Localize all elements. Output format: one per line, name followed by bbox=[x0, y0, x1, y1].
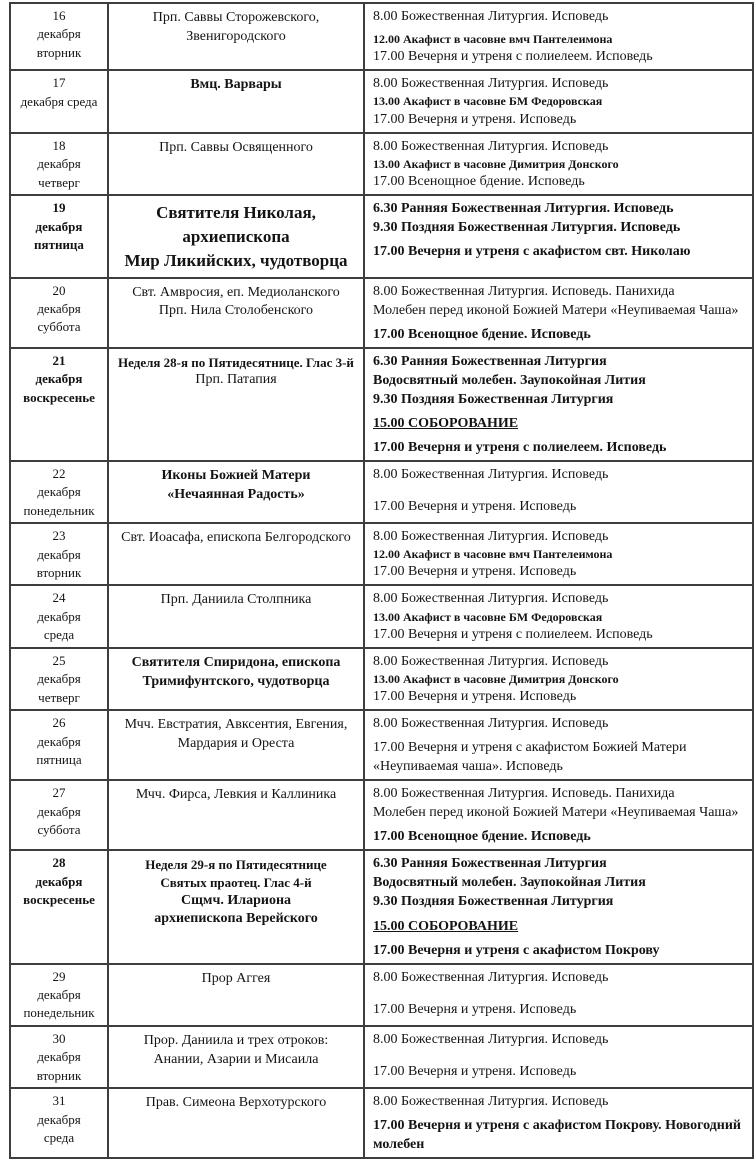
service-line: 17.00 Вечерня и утреня с акафистом Покрову. Новогодний молебен bbox=[373, 1118, 741, 1153]
service-line: 17.00 Вечерня и утреня. Исповедь bbox=[373, 1063, 577, 1079]
date-line: декабря bbox=[35, 218, 83, 234]
feast-line: Святителя Николая, bbox=[156, 203, 316, 223]
feast-cell bbox=[108, 710, 364, 780]
feast-line: Прп. Саввы Сторожевского, bbox=[152, 10, 320, 25]
date-line: суббота bbox=[37, 822, 81, 838]
feast-line: Тримифунтского, чудотворца bbox=[142, 673, 330, 689]
service-line: 17.00 Вечерня и утреня. Исповедь bbox=[373, 564, 577, 580]
date-cell bbox=[10, 133, 108, 195]
date-line: 16 bbox=[52, 8, 66, 23]
table-row bbox=[10, 348, 753, 461]
date-line: четверг bbox=[38, 174, 80, 190]
feast-cell bbox=[108, 585, 364, 647]
service-line: 13.00 Акафист в часовне БМ Федоровская bbox=[373, 609, 603, 624]
service-line: Водосвятный молебен. Заупокойная Лития bbox=[373, 875, 646, 891]
feast-line: Прп. Даниила Столпника bbox=[160, 592, 312, 608]
feast-line: Звенигородского bbox=[186, 28, 286, 44]
table-row bbox=[10, 133, 753, 195]
feast-line: Неделя 29-я по Пятидесятнице bbox=[145, 857, 327, 873]
date-line: 29 bbox=[52, 968, 66, 984]
date-cell bbox=[10, 278, 108, 348]
feast-line: Неделя 28-я по Пятидесятнице. Глас 3-й bbox=[118, 354, 354, 370]
service-line: 8.00 Божественная Литургия. Исповедь. Панихида bbox=[373, 786, 675, 802]
date-line: 21 bbox=[52, 352, 66, 368]
table-row bbox=[10, 780, 753, 850]
feast-line: Святых праотец. Глас 4-й bbox=[160, 874, 312, 890]
date-line: 18 bbox=[52, 137, 66, 153]
date-line: вторник bbox=[36, 1067, 82, 1083]
service-line: Водосвятный молебен. Заупокойная Лития bbox=[373, 372, 646, 388]
service-line: 9.30 Поздняя Божественная Литургия. Исповедь bbox=[373, 220, 681, 236]
date-line: декабря bbox=[37, 987, 81, 1003]
service-line: 17.00 Вечерня и утреня. Исповедь bbox=[373, 111, 577, 127]
date-line: 20 bbox=[52, 282, 66, 298]
service-line: 13.00 Акафист в часовне Димитрия Донского bbox=[373, 156, 619, 171]
feast-line: Святителя Спиридона, епископа bbox=[131, 654, 341, 670]
feast-cell bbox=[108, 3, 364, 70]
table-row bbox=[10, 3, 753, 70]
feast-cell bbox=[108, 523, 364, 585]
date-cell bbox=[10, 3, 108, 70]
table-row bbox=[10, 964, 753, 1026]
date-line: 26 bbox=[52, 715, 66, 731]
date-line: пятница bbox=[36, 752, 82, 768]
table-row bbox=[10, 648, 753, 710]
date-line: 22 bbox=[52, 465, 66, 481]
services-cell bbox=[364, 1026, 753, 1088]
date-line: декабря bbox=[37, 1111, 81, 1127]
table-row bbox=[10, 1026, 753, 1088]
service-line: 17.00 Вечерня и утреня с полиелеем. Исповедь bbox=[373, 49, 653, 65]
date-line: декабря bbox=[37, 671, 81, 687]
date-line: воскресенье bbox=[23, 892, 95, 908]
feast-cell bbox=[108, 195, 364, 277]
date-line: вторник bbox=[36, 565, 82, 581]
schedule-table bbox=[9, 2, 754, 1159]
services-cell bbox=[364, 70, 753, 132]
date-line: понедельник bbox=[23, 502, 95, 518]
date-cell bbox=[10, 348, 108, 461]
service-line: 15.00 СОБОРОВАНИЕ bbox=[373, 415, 519, 431]
feast-line: Прав. Симеона Верхотурского bbox=[145, 1095, 327, 1111]
service-line: 9.30 Поздняя Божественная Литургия bbox=[373, 391, 614, 407]
date-cell bbox=[10, 461, 108, 523]
date-line: 24 bbox=[52, 590, 66, 606]
service-line: 17.00 Вечерня и утреня. Исповедь bbox=[373, 689, 577, 705]
date-line: 19 bbox=[52, 200, 66, 216]
feast-line: Анании, Азарии и Мисаила bbox=[153, 1051, 319, 1067]
service-line: 12.00 Акафист в часовне вмч Пантелеимона bbox=[373, 547, 613, 562]
feast-cell bbox=[108, 648, 364, 710]
service-line: 17.00 Всенощное бдение. Исповедь bbox=[373, 326, 591, 342]
service-line: 6.30 Ранняя Божественная Литургия. Исповедь bbox=[373, 201, 674, 217]
date-line: четверг bbox=[38, 689, 80, 705]
date-cell bbox=[10, 1088, 108, 1158]
feast-line: Свт. Амвросия, еп. Медиоланского bbox=[132, 284, 340, 300]
date-line: декабря bbox=[37, 733, 81, 749]
service-line: 8.00 Божественная Литургия. Исповедь bbox=[373, 1031, 609, 1047]
service-line: 17.00 Вечерня и утреня с акафистом свт. Николаю bbox=[373, 244, 691, 260]
services-cell bbox=[364, 523, 753, 585]
date-line: 23 bbox=[52, 528, 66, 544]
feast-line: Иконы Божией Матери bbox=[161, 467, 311, 483]
feast-line: «Нечаянная Радость» bbox=[167, 486, 305, 502]
service-line: 17.00 Вечерня и утреня. Исповедь bbox=[373, 1001, 577, 1017]
service-line: 13.00 Акафист в часовне Димитрия Донского bbox=[373, 671, 619, 686]
date-line: 30 bbox=[52, 1030, 66, 1046]
feast-line: Вмц. Варвары bbox=[190, 77, 282, 93]
table-row bbox=[10, 461, 753, 523]
schedule-rows bbox=[10, 3, 753, 1158]
service-line: 8.00 Божественная Литургия. Исповедь bbox=[373, 1094, 609, 1110]
service-line: 8.00 Божественная Литургия. Исповедь bbox=[373, 969, 609, 985]
service-line: 6.30 Ранняя Божественная Литургия bbox=[373, 856, 607, 872]
date-line: декабря bbox=[37, 300, 81, 316]
service-line: 17.00 Вечерня и утреня с акафистом Божией Матери «Неупиваемая чаша». Исповедь bbox=[373, 740, 687, 775]
feast-line: архиепископа Верейского bbox=[154, 911, 318, 927]
services-cell bbox=[364, 648, 753, 710]
table-row bbox=[10, 195, 753, 277]
service-line: 13.00 Акафист в часовне БМ Федоровская bbox=[373, 94, 603, 109]
feast-line: Свт. Иоасафа, епископа Белгородского bbox=[121, 530, 351, 546]
feast-line: Прп. Нила Столобенского bbox=[158, 303, 314, 319]
service-line: 8.00 Божественная Литургия. Исповедь bbox=[373, 529, 609, 545]
service-line: 17.00 Всенощное бдение. Исповедь bbox=[373, 174, 585, 190]
services-cell bbox=[364, 348, 753, 461]
date-line: 25 bbox=[52, 652, 66, 668]
service-line: 15.00 СОБОРОВАНИЕ bbox=[373, 918, 519, 934]
date-line: понедельник bbox=[23, 1005, 95, 1021]
schedule-page bbox=[0, 2, 741, 1153]
service-line: 8.00 Божественная Литургия. Исповедь bbox=[373, 466, 609, 482]
service-line: 6.30 Ранняя Божественная Литургия bbox=[373, 353, 607, 369]
feast-line: Прп. Патапия bbox=[195, 372, 277, 388]
feast-cell bbox=[108, 1026, 364, 1088]
date-line: декабря bbox=[37, 26, 81, 42]
services-cell bbox=[364, 780, 753, 850]
date-line: 27 bbox=[52, 785, 66, 801]
service-line: 9.30 Поздняя Божественная Литургия bbox=[373, 894, 614, 910]
date-line: декабря bbox=[37, 608, 81, 624]
service-line: Молебен перед иконой Божией Матери «Неупиваемая Чаша» bbox=[373, 302, 739, 318]
date-cell bbox=[10, 648, 108, 710]
feast-cell bbox=[108, 348, 364, 461]
service-line: 17.00 Всенощное бдение. Исповедь bbox=[373, 829, 591, 845]
services-cell bbox=[364, 3, 753, 70]
table-row bbox=[10, 278, 753, 348]
date-line: декабря bbox=[37, 156, 81, 172]
service-line: 8.00 Божественная Литургия. Исповедь bbox=[373, 138, 609, 154]
feast-cell bbox=[108, 461, 364, 523]
services-cell bbox=[364, 964, 753, 1026]
service-line: 8.00 Божественная Литургия. Исповедь bbox=[373, 591, 609, 607]
feast-line: Прор. Даниила и трех отроков: bbox=[143, 1032, 329, 1048]
services-cell bbox=[364, 195, 753, 277]
feast-line: Мардария и Ореста bbox=[177, 736, 295, 752]
service-line: 17.00 Вечерня и утреня. Исповедь bbox=[373, 498, 577, 514]
feast-line: Сщмч. Илариона bbox=[180, 892, 292, 908]
date-line: вторник bbox=[36, 44, 82, 60]
date-line: декабря bbox=[37, 546, 81, 562]
feast-cell bbox=[108, 964, 364, 1026]
service-line: 12.00 Акафист в часовне вмч Пантелеимона bbox=[373, 32, 613, 47]
services-cell bbox=[364, 461, 753, 523]
date-line: декабря bbox=[35, 371, 83, 387]
feast-line: Прп. Саввы Освященного bbox=[159, 139, 313, 155]
service-line: 17.00 Вечерня и утреня с полиелеем. Исповедь bbox=[373, 626, 653, 642]
date-line: 28 bbox=[52, 855, 66, 871]
services-cell bbox=[364, 850, 753, 963]
services-cell bbox=[364, 1088, 753, 1158]
date-cell bbox=[10, 710, 108, 780]
date-line: среда bbox=[43, 1130, 75, 1146]
date-line: декабря bbox=[37, 803, 81, 819]
service-line: 8.00 Божественная Литургия. Исповедь. Панихида bbox=[373, 283, 675, 299]
service-line: 8.00 Божественная Литургия. Исповедь bbox=[373, 76, 609, 92]
services-cell bbox=[364, 133, 753, 195]
date-line: суббота bbox=[37, 319, 81, 335]
services-cell bbox=[364, 278, 753, 348]
table-row bbox=[10, 1088, 753, 1158]
table-row bbox=[10, 850, 753, 963]
date-cell bbox=[10, 585, 108, 647]
feast-cell bbox=[108, 780, 364, 850]
table-row bbox=[10, 585, 753, 647]
service-line: 8.00 Божественная Литургия. Исповедь bbox=[373, 716, 609, 732]
feast-line: Мчч. Евстратия, Авксентия, Евгения, bbox=[124, 717, 348, 733]
feast-cell bbox=[108, 1088, 364, 1158]
feast-line: архиепископа bbox=[182, 227, 290, 247]
services-cell bbox=[364, 585, 753, 647]
table-row bbox=[10, 70, 753, 132]
date-line: 17 bbox=[52, 75, 66, 91]
table-row bbox=[10, 523, 753, 585]
service-line: 8.00 Божественная Литургия. Исповедь bbox=[373, 9, 609, 24]
date-cell bbox=[10, 195, 108, 277]
date-cell bbox=[10, 964, 108, 1026]
date-line: пятница bbox=[34, 237, 84, 253]
feast-line: Прор Аггея bbox=[201, 970, 271, 986]
feast-cell bbox=[108, 850, 364, 963]
date-cell bbox=[10, 850, 108, 963]
service-line: 17.00 Вечерня и утреня с акафистом Покрову bbox=[373, 942, 660, 958]
service-line: 17.00 Вечерня и утреня с полиелеем. Исповедь bbox=[373, 439, 667, 455]
services-cell bbox=[364, 710, 753, 780]
date-cell bbox=[10, 1026, 108, 1088]
feast-cell bbox=[108, 133, 364, 195]
date-line: декабря среда bbox=[20, 93, 98, 109]
date-line: среда bbox=[43, 627, 75, 643]
date-cell bbox=[10, 70, 108, 132]
date-line: декабря bbox=[37, 484, 81, 500]
date-line: декабря bbox=[37, 1049, 81, 1065]
date-line: декабря bbox=[35, 873, 83, 889]
date-line: воскресенье bbox=[23, 389, 95, 405]
date-cell bbox=[10, 523, 108, 585]
feast-line: Мир Ликийских, чудотворца bbox=[124, 251, 348, 271]
table-row bbox=[10, 710, 753, 780]
service-line: 8.00 Божественная Литургия. Исповедь bbox=[373, 653, 609, 669]
service-line: Молебен перед иконой Божией Матери «Неупиваемая Чаша» bbox=[373, 805, 739, 821]
date-cell bbox=[10, 780, 108, 850]
feast-cell bbox=[108, 278, 364, 348]
feast-line: Мчч. Фирса, Левкия и Каллиника bbox=[135, 787, 337, 803]
feast-cell bbox=[108, 70, 364, 132]
date-line: 31 bbox=[52, 1093, 66, 1109]
